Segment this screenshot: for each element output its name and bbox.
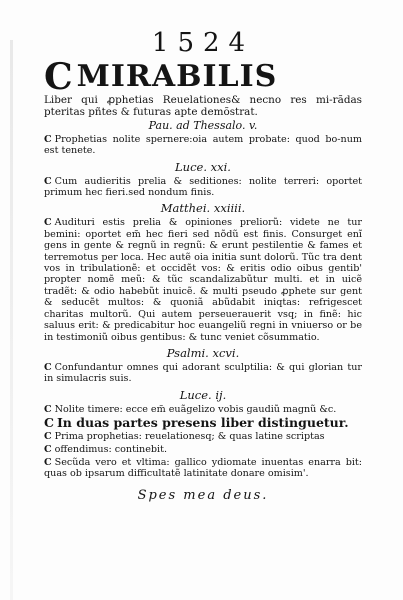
- section-text-2: C Cum audieritis prelia & seditiones: nolite terreri: oportet primum hec fieri.sed nondum finis.: [44, 175, 362, 199]
- title-page-text: [44, 28, 362, 503]
- pilcrow-icon: C: [44, 217, 52, 229]
- pilcrow-icon: C: [44, 456, 52, 468]
- book-description: Liber qui ꝓphetias Reuelationes& necno res mi-rãdas pteritas pñtes & futuras apte demõstrat.: [44, 94, 362, 119]
- part-one-text: C Prima prophetias: reuelationesq; & quas latine scriptas: [44, 431, 325, 443]
- section-ref-2: Matthei. xxiiii.: [160, 201, 246, 216]
- motto: Spes mea deus.: [137, 487, 269, 503]
- book-title: MIRABILIS: [76, 59, 278, 94]
- section-text-1: C Prophetias nolite spernere:oia autem probate: quod bo-num est tenete.: [44, 133, 362, 157]
- section-text-4: C Confundantur omnes qui adorant sculptilia: & qui glorian tur in simulacris suis.: [44, 361, 362, 385]
- title-row: [44, 56, 362, 98]
- title-initial: C: [44, 56, 73, 98]
- author-reference: Pau. ad Thessalo. v.: [148, 118, 258, 132]
- pilcrow-icon: C: [44, 175, 52, 187]
- year-heading: 1524: [151, 28, 255, 58]
- pilcrow-icon: C: [44, 361, 52, 373]
- section-ref-1: Luce. xxi.: [175, 159, 231, 174]
- pilcrow-icon: C: [44, 133, 52, 145]
- division-line: C In duas partes presens liber distinguetur.: [44, 415, 349, 431]
- section-text-5: C Nolite timere: ecce em̃ euãgelizo vobis gaudiũ magnũ &c.: [44, 403, 337, 415]
- part-one-continued: C offendimus: continebit.: [44, 443, 168, 455]
- pilcrow-icon: C: [44, 443, 52, 455]
- pilcrow-icon: C: [44, 403, 52, 415]
- section-ref-4: Luce. ij.: [179, 387, 227, 402]
- scan-shadow: [10, 40, 13, 600]
- section-ref-3: Psalmi. xcvi.: [166, 345, 240, 360]
- pilcrow-icon: C: [44, 415, 54, 431]
- section-text-3: C Audituri estis prelia & opiniones preliorũ: videte ne tur bemini: oportet em̃ hec fieri sed nõdũ est finis. Consurget enĩ gens in gente & regnũ in regnũ: & erunt pestilentie & fames et terremotus per loca. Hec autẽ oia initia sunt dolorũ. Tũc tra dent vos in tribulationẽ: et occidẽt vos: & eritis odio oibus gentib' propter nomẽ meũ: & tũc scandalizabũtur multi. et in uicẽ tradẽt: & odio habebũt inuicẽ. & multi pseudo ꝓphete sur gent & seducẽt multos: & quoniã abũdabit iniqtas: refrigescet charitas multorũ. Qui autem perseuerauerit vsq; in finẽ: hic saluus erit: & predicabitur hoc euangeliũ regni in vniuerso or be in testimoniũ oibus gentibus: & tunc veniet cõsummatio.: [44, 217, 362, 343]
- part-two-text: C Secũda vero et vltima: gallico ydiomate inuentas enarra bit: quas ob ipsarum difficultatẽ latinitate donare omisim'.: [44, 456, 362, 480]
- pilcrow-icon: C: [44, 431, 52, 443]
